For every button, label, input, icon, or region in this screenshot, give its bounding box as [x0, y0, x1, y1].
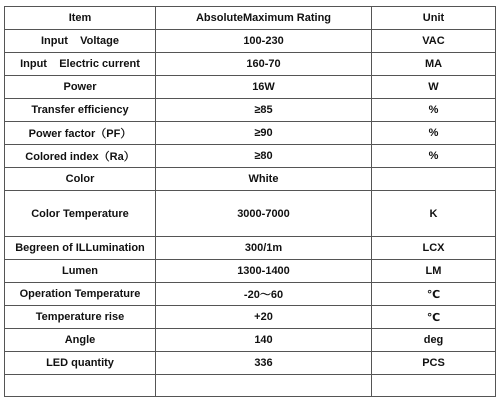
table-row — [5, 352, 496, 375]
row-item: Begreen of ILLumination — [5, 237, 156, 260]
row-rating: ≥90 — [156, 122, 372, 145]
table-row-empty — [5, 375, 496, 397]
table-row — [5, 76, 496, 99]
header-rating: AbsoluteMaximum Rating — [156, 7, 372, 30]
row-unit: deg — [372, 329, 496, 352]
row-unit: PCS — [372, 352, 496, 375]
row-unit: % — [372, 122, 496, 145]
row-unit — [372, 168, 496, 191]
row-unit: ℃ — [372, 283, 496, 306]
row-item: Color Temperature — [5, 191, 156, 237]
row-item: Input Voltage — [5, 30, 156, 53]
row-unit: K — [372, 191, 496, 237]
row-rating: ≥85 — [156, 99, 372, 122]
row-unit: MA — [372, 53, 496, 76]
row-item: Colored index（Ra） — [5, 145, 156, 168]
row-unit: W — [372, 76, 496, 99]
row-rating: ≥80 — [156, 145, 372, 168]
table-row — [5, 168, 496, 191]
table-row — [5, 329, 496, 352]
row-rating: 336 — [156, 352, 372, 375]
table-row — [5, 306, 496, 329]
table-row — [5, 283, 496, 306]
row-item: LED quantity — [5, 352, 156, 375]
table-row — [5, 53, 496, 76]
row-item: Temperature rise — [5, 306, 156, 329]
row-unit: ℃ — [372, 306, 496, 329]
row-unit: % — [372, 99, 496, 122]
row-unit: LM — [372, 260, 496, 283]
row-unit: LCX — [372, 237, 496, 260]
empty-cell — [372, 375, 496, 397]
table-row — [5, 99, 496, 122]
row-unit: % — [372, 145, 496, 168]
row-item: Color — [5, 168, 156, 191]
row-rating: 140 — [156, 329, 372, 352]
table-header-row — [5, 7, 496, 30]
row-item: Lumen — [5, 260, 156, 283]
header-unit: Unit — [372, 7, 496, 30]
row-rating: -20～60 — [156, 283, 372, 306]
row-rating: 160-70 — [156, 53, 372, 76]
row-rating: White — [156, 168, 372, 191]
row-item: Angle — [5, 329, 156, 352]
table-row — [5, 237, 496, 260]
table-row — [5, 260, 496, 283]
table-row — [5, 30, 496, 53]
row-item: Input Electric current — [5, 53, 156, 76]
row-rating: 3000-7000 — [156, 191, 372, 237]
row-rating: 16W — [156, 76, 372, 99]
row-rating: 1300-1400 — [156, 260, 372, 283]
row-rating: 300/1m — [156, 237, 372, 260]
spec-table — [4, 6, 496, 397]
row-item: Power — [5, 76, 156, 99]
empty-cell — [156, 375, 372, 397]
row-item: Transfer efficiency — [5, 99, 156, 122]
row-unit: VAC — [372, 30, 496, 53]
row-rating: 100-230 — [156, 30, 372, 53]
table-row — [5, 122, 496, 145]
row-rating: +20 — [156, 306, 372, 329]
empty-cell — [5, 375, 156, 397]
row-item: Power factor（PF） — [5, 122, 156, 145]
row-item: Operation Temperature — [5, 283, 156, 306]
table-row — [5, 145, 496, 168]
table-row — [5, 191, 496, 237]
header-item: Item — [5, 7, 156, 30]
